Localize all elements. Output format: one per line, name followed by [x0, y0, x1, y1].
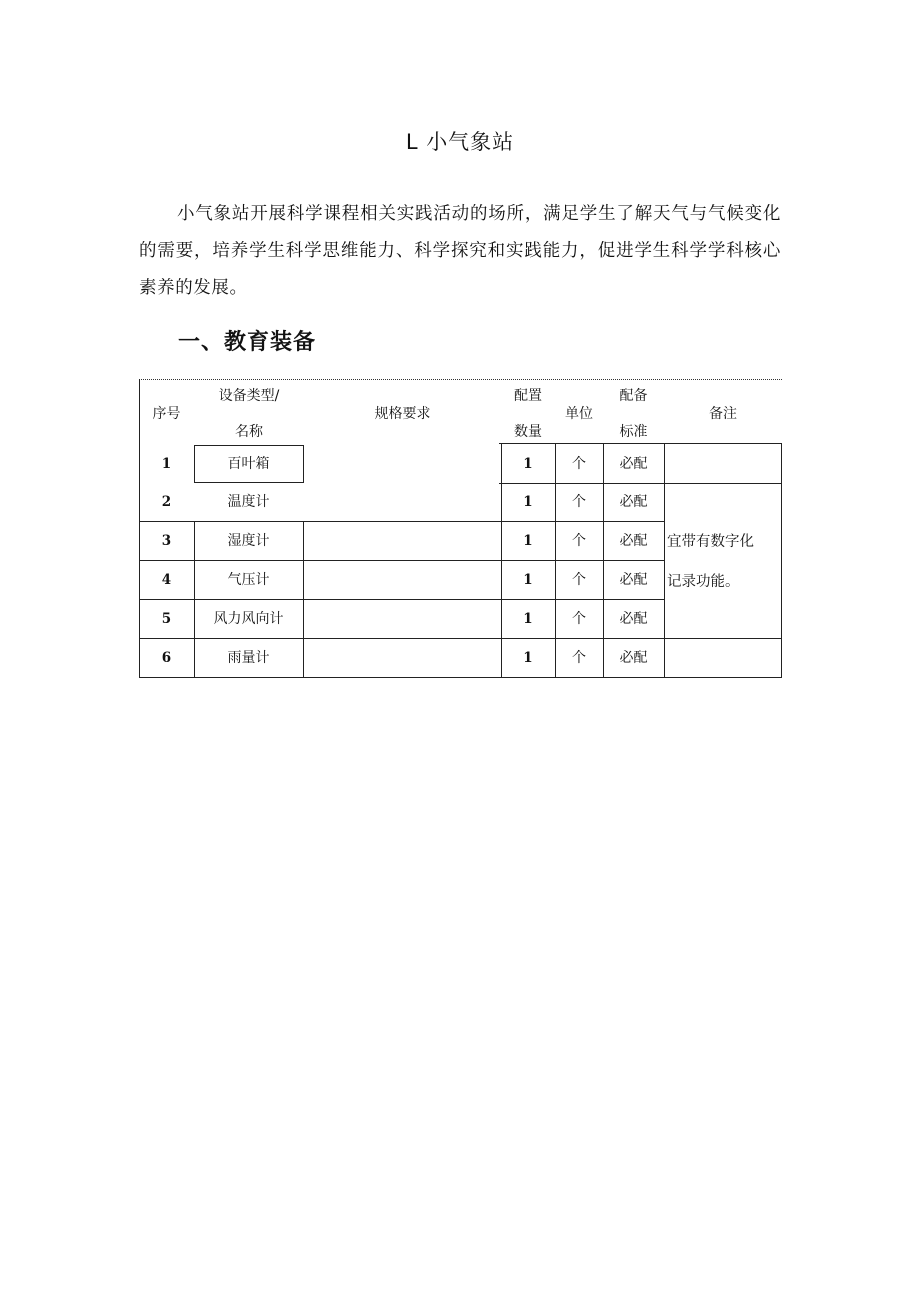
row4-index: 4: [161, 572, 172, 588]
row1-index: 1: [161, 456, 172, 472]
row1-standard: 必配: [619, 455, 648, 472]
page-title: L 小气象站: [405, 130, 515, 154]
row3-standard: 必配: [619, 533, 648, 549]
row3-unit: 个: [572, 533, 586, 549]
row2-index: 2: [161, 494, 172, 510]
row1-unit: 个: [572, 455, 586, 472]
row3-index: 3: [161, 533, 172, 549]
table-bottom-border: [139, 677, 782, 678]
table-right-border: [781, 443, 782, 678]
row6-unit: 个: [572, 650, 586, 666]
row4-standard: 必配: [619, 572, 648, 588]
row1-qty: 1: [523, 455, 533, 472]
row5-standard: 必配: [619, 611, 648, 627]
row4-qty: 1: [523, 572, 533, 588]
header-standard-line1: 配备: [619, 388, 648, 404]
row6-name: 雨量计: [227, 650, 270, 666]
header-name: [194, 379, 304, 443]
header-name-line2: 名称: [235, 424, 263, 440]
row5-name: 风力风向计: [213, 611, 284, 627]
header-unit: 单位: [565, 406, 593, 422]
header-standard: [603, 379, 664, 443]
header-spec: 规格要求: [374, 406, 431, 422]
section-heading: 一、教育装备: [178, 330, 317, 355]
header-qty-line2: 数量: [514, 424, 542, 440]
row2-qty: 1: [523, 494, 533, 510]
header-standard-line2: 标准: [619, 424, 648, 440]
row2-name: 温度计: [227, 494, 270, 510]
merged-note-line1: 宜带有数字化: [667, 534, 754, 550]
col-std-right: [664, 443, 665, 678]
header-index: 序号: [152, 406, 181, 422]
row6-index: 6: [161, 650, 172, 666]
row5-qty: 1: [523, 611, 533, 627]
col-name-right: [303, 521, 304, 678]
row6-qty: 1: [523, 650, 533, 666]
intro-paragraph: 小气象站开展科学课程相关实践活动的场所，满足学生了解天气与气候变化的需要，培养学生科学思维能力、科学探究和实践能力，促进学生科学学科核心素养的发展。: [139, 204, 781, 298]
row3-qty: 1: [523, 533, 533, 549]
row6-standard: 必配: [619, 650, 648, 666]
row3-name: 湿度计: [227, 533, 270, 549]
header-note: 备注: [709, 406, 737, 422]
row1-name: 百叶箱: [227, 456, 270, 472]
row1-note-bottom-line: [664, 483, 782, 484]
header-qty: [501, 379, 555, 443]
row5-index: 5: [161, 611, 172, 627]
header-name-line1: 设备类型/: [218, 388, 280, 404]
merged-note-line2: 记录功能。: [667, 574, 740, 590]
row4-name: 气压计: [227, 572, 270, 588]
row2-standard: 必配: [619, 494, 648, 510]
equipment-table: [139, 379, 782, 678]
header-qty-line1: 配置: [514, 388, 542, 404]
row4-unit: 个: [572, 572, 586, 588]
row2-unit: 个: [572, 494, 586, 510]
row5-unit: 个: [572, 611, 586, 627]
